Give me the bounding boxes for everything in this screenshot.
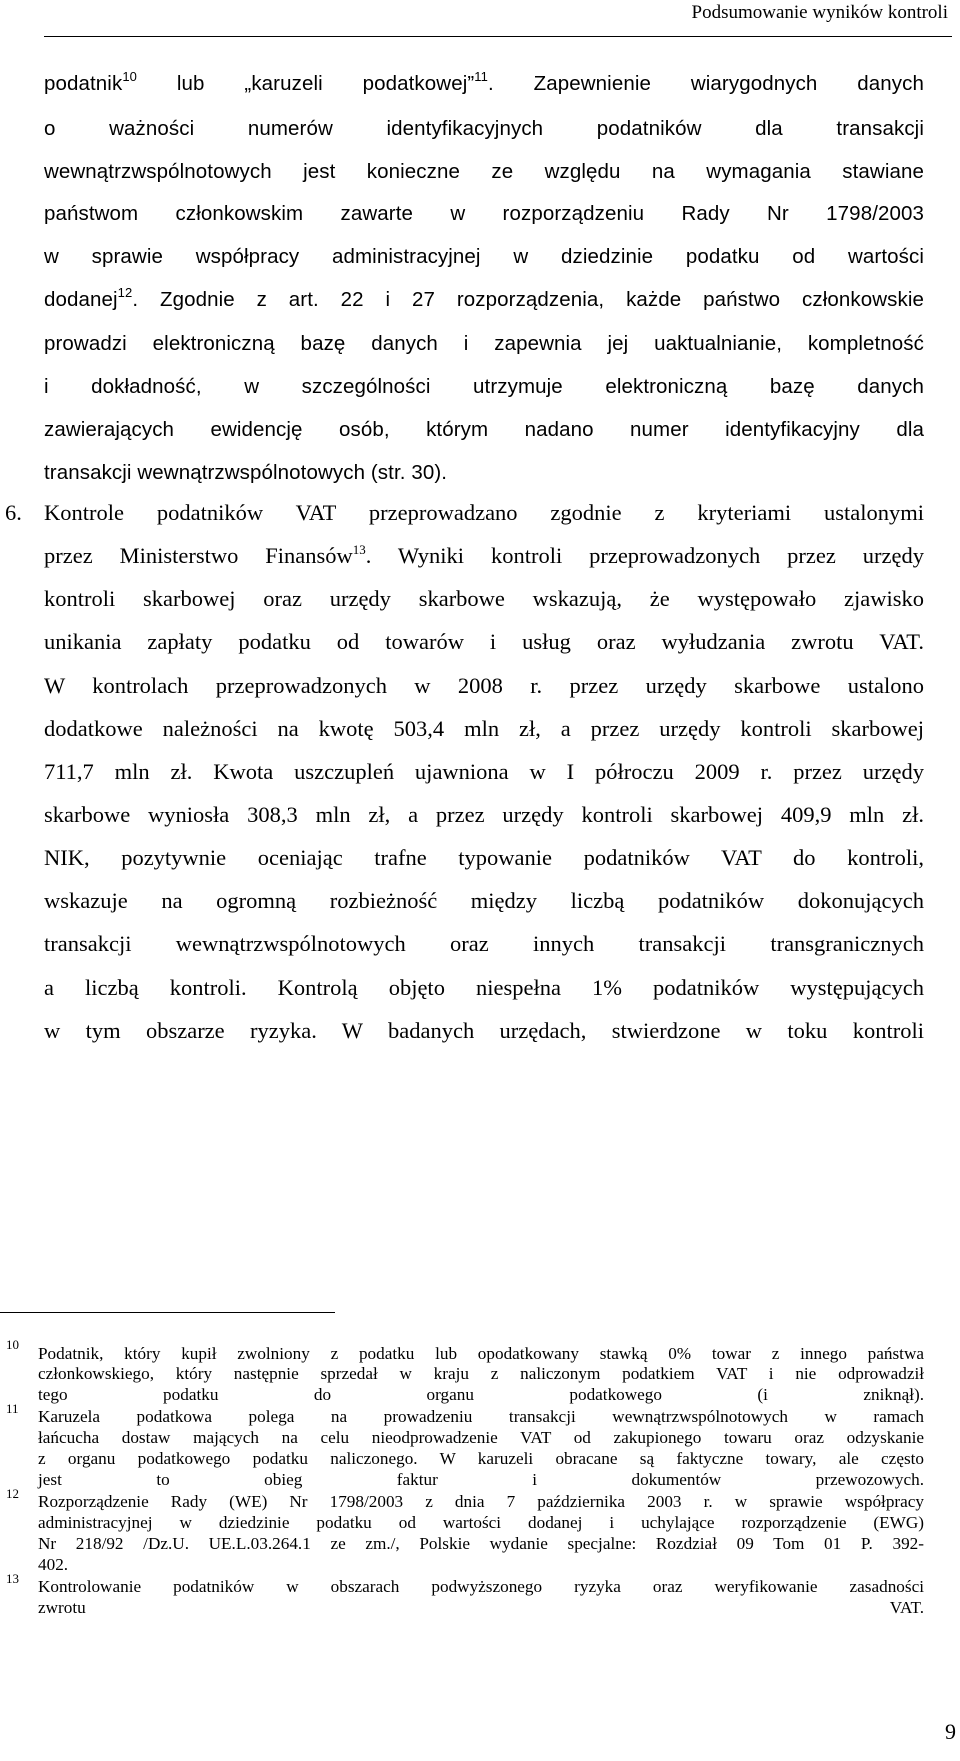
footnote-number-11: 11 <box>6 1401 19 1416</box>
footnote-line: Rozporządzenie Rady (WE) Nr 1798/2003 z dnia 7 października 2003 r. w sprawie współpracy <box>38 1492 924 1511</box>
text-line: skarbowe wyniosła 308,3 mln zł, a przez urzędy kontroli skarbowej 409,9 mln zł. <box>44 802 924 827</box>
footnote-line: administracyjnej w dziedzinie podatku od wartości dodanej i uchylające rozporządzenie (EWG) <box>38 1513 924 1532</box>
text-line: dodanej$^{12}$. Zgodnie z art. 22 i 27 rozporządzenia, każde państwo członkowskie <box>44 285 924 311</box>
footnote-ref-13[interactable]: 13 <box>352 542 366 557</box>
text-line: podatnik$^{10}$ lub „karuzeli podatkowej”$^{11}$. Zapewnienie wiarygodnych danych <box>44 69 924 95</box>
text-line: transakcji wewnątrzwspólnotowych (str. 30). <box>44 461 448 484</box>
text-line: kontroli skarbowej oraz urzędy skarbowe wskazują, że występowało zjawisko <box>44 586 924 611</box>
footnote-line: z organu podatkowego podatku naliczonego. W karuzeli obracane są faktyczne towary, ale często <box>38 1449 924 1468</box>
text-line: państwom członkowskim zawarte w rozporządzeniu Rady Nr 1798/2003 <box>44 202 924 225</box>
footnote-number-10: 10 <box>6 1337 19 1352</box>
footnote-ref-12[interactable]: 12 <box>117 285 133 300</box>
footnote-line: Podatnik, który kupił zwolniony z podatku lub opodatkowany stawką 0% towar z innego państwa <box>38 1344 924 1363</box>
text-line: wewnątrzwspólnotowych jest konieczne ze względu na wymagania stawiane <box>44 160 924 183</box>
footnote-line: łańcucha dostaw mających na celu nieodprowadzenie VAT od zakupionego towaru oraz odzyskanie <box>38 1428 924 1447</box>
text-line: i dokładność, w szczególności utrzymuje elektroniczną bazę danych <box>44 375 924 398</box>
text-line: prowadzi elektroniczną bazę danych i zapewnia jej uaktualnianie, kompletność <box>44 332 924 355</box>
footnote-line: tego podatku do organu podatkowego (i zniknął). <box>38 1385 924 1404</box>
text-line: a liczbą kontroli. Kontrolą objęto niespełna 1% podatników występujących <box>44 975 924 1000</box>
header-title: Podsumowanie wyników kontroli <box>691 2 948 23</box>
text-line: w tym obszarze ryzyka. W badanych urzędach, stwierdzone w toku kontroli <box>44 1018 924 1043</box>
footnote-line: Kontrolowanie podatników w obszarach podwyższonego ryzyka oraz weryfikowanie zasadności <box>38 1577 924 1596</box>
text-line: w sprawie współpracy administracyjnej w dziedzinie podatku od wartości <box>44 245 924 268</box>
text-line: Kontrole podatników VAT przeprowadzano zgodnie z kryteriami ustalonymi <box>44 500 924 525</box>
footnote-line: Karuzela podatkowa polega na prowadzeniu transakcji wewnątrzwspólnotowych w ramach <box>38 1407 924 1426</box>
footnote-line: Nr 218/92 /Dz.U. UE.L.03.264.1 ze zm./, Polskie wydanie specjalne: Rozdział 09 Tom 01 P. 392- <box>38 1534 924 1553</box>
footnote-number-13: 13 <box>6 1571 19 1586</box>
footnote-line: jest to obieg faktur i dokumentów przewozowych. <box>38 1470 924 1489</box>
text-line: przez Ministerstwo Finansów$^{13}$. Wyniki kontroli przeprowadzonych przez urzędy <box>44 542 924 568</box>
text-line: transakcji wewnątrzwspólnotowych oraz innych transakcji transgranicznych <box>44 931 924 956</box>
footnote-separator <box>0 1312 335 1313</box>
footnote-ref-11[interactable]: 11 <box>474 69 488 84</box>
text-line: zawierających ewidencję osób, którym nadano numer identyfikacyjny dla <box>44 418 924 441</box>
text-line: unikania zapłaty podatku od towarów i usług oraz wyłudzania zwrotu VAT. <box>44 629 924 654</box>
text-line: o ważności numerów identyfikacyjnych podatników dla transakcji <box>44 117 924 140</box>
footnote-line: 402. <box>38 1555 69 1574</box>
text-line: W kontrolach przeprowadzonych w 2008 r. przez urzędy skarbowe ustalono <box>44 673 924 698</box>
page-header <box>44 0 952 37</box>
paragraph-number: 6. <box>5 500 22 525</box>
footnote-number-12: 12 <box>6 1486 19 1501</box>
footnote-ref-10[interactable]: 10 <box>122 69 137 84</box>
text-line: 711,7 mln zł. Kwota uszczupleń ujawniona w I półroczu 2009 r. przez urzędy <box>44 759 924 784</box>
text-line: wskazuje na ogromną rozbieżność między liczbą podatników dokonujących <box>44 888 924 913</box>
text-line: dodatkowe należności na kwotę 503,4 mln zł, a przez urzędy kontroli skarbowej <box>44 716 924 741</box>
page-number: 9 <box>945 1719 956 1744</box>
text-line: NIK, pozytywnie oceniając trafne typowanie podatników VAT do kontroli, <box>44 845 924 870</box>
footnote-line: zwrotu VAT. <box>38 1598 924 1617</box>
footnote-line: członkowskiego, który następnie sprzedał w kraju z naliczonym podatkiem VAT i nie odprowadził <box>38 1364 924 1383</box>
